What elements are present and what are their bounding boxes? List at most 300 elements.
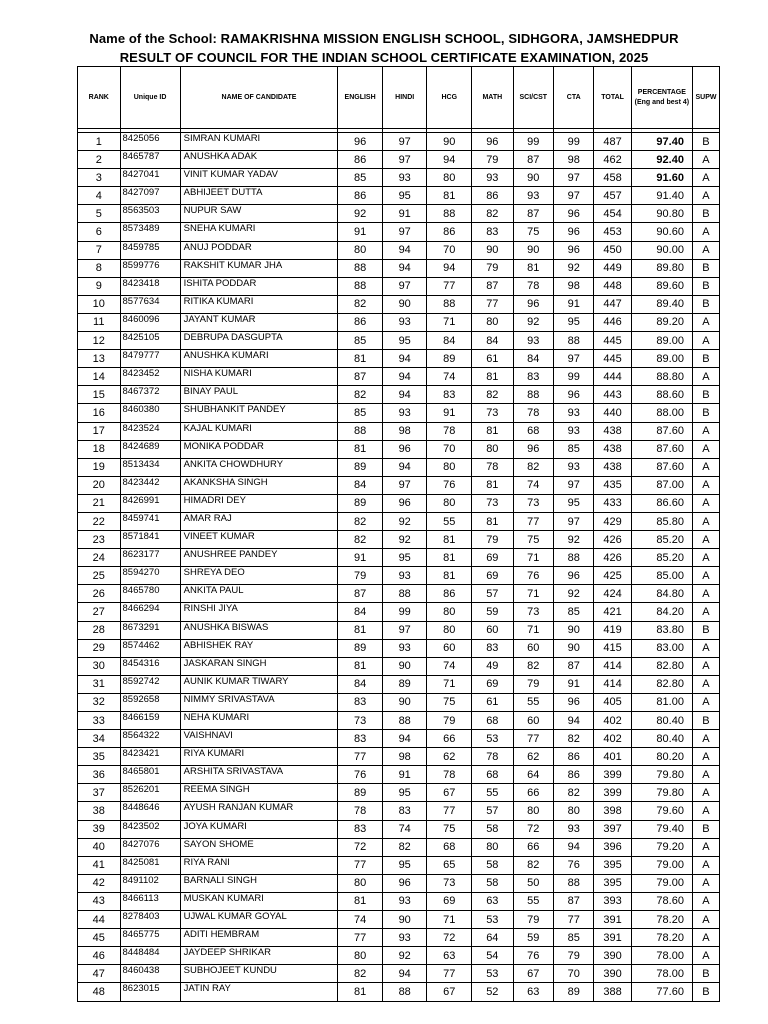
sci-cst-cell: 84 — [513, 350, 553, 368]
column-header-english: ENGLISH — [338, 67, 383, 129]
cta-cell: 86 — [554, 748, 594, 766]
percentage-cell: 80.40 — [631, 712, 692, 730]
percentage-cell: 79.60 — [631, 802, 692, 820]
candidate-name-cell: MONIKA PODDAR — [180, 440, 338, 458]
english-cell: 89 — [338, 458, 383, 476]
math-cell: 54 — [472, 947, 513, 965]
hcg-cell: 88 — [427, 295, 472, 313]
english-cell: 88 — [338, 422, 383, 440]
supw-cell: A — [692, 929, 719, 947]
sci-cst-cell: 74 — [513, 476, 553, 494]
table-row — [78, 531, 720, 549]
english-cell: 81 — [338, 657, 383, 675]
hcg-cell: 81 — [427, 187, 472, 205]
hindi-cell: 92 — [382, 512, 427, 530]
sci-cst-cell: 78 — [513, 277, 553, 295]
hcg-cell: 55 — [427, 512, 472, 530]
unique-id-cell: 8599776 — [120, 259, 180, 277]
candidate-name-cell: SNEHA KUMARI — [180, 223, 338, 241]
percentage-cell: 77.60 — [631, 983, 692, 1001]
table-row — [78, 259, 720, 277]
english-cell: 83 — [338, 693, 383, 711]
hindi-cell: 98 — [382, 748, 427, 766]
english-cell: 81 — [338, 983, 383, 1001]
supw-cell: A — [692, 494, 719, 512]
percentage-cell: 89.40 — [631, 295, 692, 313]
candidate-name-cell: NISHA KUMARI — [180, 368, 338, 386]
rank-cell: 43 — [78, 892, 121, 910]
rank-cell: 47 — [78, 965, 121, 983]
hcg-cell: 83 — [427, 386, 472, 404]
cta-cell: 99 — [554, 133, 594, 151]
cta-cell: 93 — [554, 820, 594, 838]
hcg-cell: 74 — [427, 657, 472, 675]
table-row — [78, 603, 720, 621]
table-row — [78, 404, 720, 422]
rank-cell: 37 — [78, 784, 121, 802]
candidate-name-cell: VINIT KUMAR YADAV — [180, 169, 338, 187]
hindi-cell: 83 — [382, 802, 427, 820]
percentage-cell: 79.00 — [631, 874, 692, 892]
total-cell: 438 — [594, 458, 631, 476]
sci-cst-cell: 67 — [513, 965, 553, 983]
percentage-cell: 91.60 — [631, 169, 692, 187]
total-cell: 429 — [594, 512, 631, 530]
rank-cell: 10 — [78, 295, 121, 313]
math-cell: 81 — [472, 512, 513, 530]
table-row — [78, 639, 720, 657]
hcg-cell: 94 — [427, 259, 472, 277]
table-row — [78, 476, 720, 494]
candidate-name-cell: RIYA KUMARI — [180, 748, 338, 766]
rank-cell: 4 — [78, 187, 121, 205]
cta-cell: 96 — [554, 223, 594, 241]
hcg-cell: 88 — [427, 205, 472, 223]
math-cell: 49 — [472, 657, 513, 675]
hcg-cell: 63 — [427, 947, 472, 965]
sci-cst-cell: 73 — [513, 494, 553, 512]
hcg-cell: 80 — [427, 494, 472, 512]
hcg-cell: 75 — [427, 820, 472, 838]
percentage-cell: 80.40 — [631, 730, 692, 748]
math-cell: 80 — [472, 313, 513, 331]
candidate-name-cell: NIMMY SRIVASTAVA — [180, 693, 338, 711]
cta-cell: 99 — [554, 368, 594, 386]
unique-id-cell: 8427097 — [120, 187, 180, 205]
candidate-name-cell: REEMA SINGH — [180, 784, 338, 802]
hcg-cell: 67 — [427, 983, 472, 1001]
cta-cell: 90 — [554, 639, 594, 657]
table-row — [78, 549, 720, 567]
sci-cst-cell: 55 — [513, 892, 553, 910]
math-cell: 55 — [472, 784, 513, 802]
candidate-name-cell: NEHA KUMARI — [180, 712, 338, 730]
table-row — [78, 657, 720, 675]
sci-cst-cell: 90 — [513, 241, 553, 259]
cta-cell: 96 — [554, 567, 594, 585]
rank-cell: 16 — [78, 404, 121, 422]
unique-id-cell: 8594270 — [120, 567, 180, 585]
math-cell: 73 — [472, 404, 513, 422]
total-cell: 454 — [594, 205, 631, 223]
table-row — [78, 730, 720, 748]
total-cell: 457 — [594, 187, 631, 205]
cta-cell: 98 — [554, 277, 594, 295]
candidate-name-cell: JATIN RAY — [180, 983, 338, 1001]
math-cell: 52 — [472, 983, 513, 1001]
total-cell: 438 — [594, 440, 631, 458]
candidate-name-cell: ADITI HEMBRAM — [180, 929, 338, 947]
english-cell: 89 — [338, 494, 383, 512]
unique-id-cell: 8459785 — [120, 241, 180, 259]
candidate-name-cell: ABHIJEET DUTTA — [180, 187, 338, 205]
cta-cell: 77 — [554, 911, 594, 929]
rank-cell: 41 — [78, 856, 121, 874]
hindi-cell: 95 — [382, 332, 427, 350]
cta-cell: 80 — [554, 802, 594, 820]
hcg-cell: 79 — [427, 712, 472, 730]
unique-id-cell: 8571841 — [120, 531, 180, 549]
sci-cst-cell: 79 — [513, 675, 553, 693]
hindi-cell: 94 — [382, 368, 427, 386]
candidate-name-cell: ANUJ PODDAR — [180, 241, 338, 259]
hindi-cell: 93 — [382, 892, 427, 910]
candidate-name-cell: ANUSHREE PANDEY — [180, 549, 338, 567]
table-row — [78, 911, 720, 929]
total-cell: 458 — [594, 169, 631, 187]
supw-cell: B — [692, 965, 719, 983]
percentage-cell: 78.00 — [631, 947, 692, 965]
supw-cell: B — [692, 712, 719, 730]
total-cell: 426 — [594, 549, 631, 567]
percentage-cell: 85.00 — [631, 567, 692, 585]
cta-cell: 87 — [554, 892, 594, 910]
cta-cell: 88 — [554, 874, 594, 892]
table-row — [78, 277, 720, 295]
english-cell: 84 — [338, 603, 383, 621]
english-cell: 85 — [338, 332, 383, 350]
result-title-heading: RESULT OF COUNCIL FOR THE INDIAN SCHOOL CERTIFICATE EXAMINATION, 2025 — [119, 50, 649, 65]
cta-cell: 82 — [554, 730, 594, 748]
sci-cst-cell: 77 — [513, 730, 553, 748]
candidate-name-cell: ANUSHKA ADAK — [180, 151, 338, 169]
rank-cell: 5 — [78, 205, 121, 223]
total-cell: 390 — [594, 947, 631, 965]
math-cell: 83 — [472, 639, 513, 657]
total-cell: 397 — [594, 820, 631, 838]
table-row — [78, 205, 720, 223]
hcg-cell: 91 — [427, 404, 472, 422]
hcg-cell: 81 — [427, 567, 472, 585]
supw-cell: B — [692, 386, 719, 404]
total-cell: 453 — [594, 223, 631, 241]
supw-cell: B — [692, 350, 719, 368]
math-cell: 78 — [472, 458, 513, 476]
rank-cell: 32 — [78, 693, 121, 711]
table-row — [78, 422, 720, 440]
hcg-cell: 90 — [427, 133, 472, 151]
candidate-name-cell: HIMADRI DEY — [180, 494, 338, 512]
sci-cst-cell: 88 — [513, 386, 553, 404]
rank-cell: 26 — [78, 585, 121, 603]
math-cell: 82 — [472, 386, 513, 404]
rank-cell: 25 — [78, 567, 121, 585]
hindi-cell: 97 — [382, 151, 427, 169]
candidate-name-cell: SIMRAN KUMARI — [180, 133, 338, 151]
percentage-cell: 79.20 — [631, 838, 692, 856]
english-cell: 79 — [338, 567, 383, 585]
candidate-name-cell: AKANKSHA SINGH — [180, 476, 338, 494]
hcg-cell: 70 — [427, 241, 472, 259]
unique-id-cell: 8673291 — [120, 621, 180, 639]
english-cell: 92 — [338, 205, 383, 223]
unique-id-cell: 8623177 — [120, 549, 180, 567]
rank-cell: 23 — [78, 531, 121, 549]
supw-cell: A — [692, 332, 719, 350]
cta-cell: 92 — [554, 259, 594, 277]
math-cell: 96 — [472, 133, 513, 151]
total-cell: 446 — [594, 313, 631, 331]
candidate-name-cell: JAYANT KUMAR — [180, 313, 338, 331]
cta-cell: 88 — [554, 549, 594, 567]
sci-cst-cell: 81 — [513, 259, 553, 277]
hcg-cell: 71 — [427, 675, 472, 693]
total-cell: 388 — [594, 983, 631, 1001]
rank-cell: 31 — [78, 675, 121, 693]
supw-cell: B — [692, 621, 719, 639]
hindi-cell: 88 — [382, 585, 427, 603]
hcg-cell: 86 — [427, 223, 472, 241]
table-row — [78, 983, 720, 1001]
percentage-cell: 85.20 — [631, 531, 692, 549]
rank-cell: 21 — [78, 494, 121, 512]
total-cell: 396 — [594, 838, 631, 856]
hindi-cell: 97 — [382, 133, 427, 151]
unique-id-cell: 8424689 — [120, 440, 180, 458]
english-cell: 80 — [338, 241, 383, 259]
column-header-name: NAME OF CANDIDATE — [180, 67, 338, 129]
math-cell: 60 — [472, 621, 513, 639]
total-cell: 398 — [594, 802, 631, 820]
total-cell: 426 — [594, 531, 631, 549]
cta-cell: 98 — [554, 151, 594, 169]
math-cell: 58 — [472, 874, 513, 892]
hindi-cell: 96 — [382, 494, 427, 512]
sci-cst-cell: 59 — [513, 929, 553, 947]
unique-id-cell: 8423452 — [120, 368, 180, 386]
english-cell: 81 — [338, 350, 383, 368]
english-cell: 86 — [338, 187, 383, 205]
percentage-cell: 88.00 — [631, 404, 692, 422]
rank-cell: 11 — [78, 313, 121, 331]
percentage-cell: 88.60 — [631, 386, 692, 404]
hcg-cell: 84 — [427, 332, 472, 350]
unique-id-cell: 8479777 — [120, 350, 180, 368]
english-cell: 88 — [338, 277, 383, 295]
sci-cst-cell: 75 — [513, 531, 553, 549]
percentage-cell: 78.60 — [631, 892, 692, 910]
math-cell: 61 — [472, 693, 513, 711]
percentage-cell: 87.60 — [631, 422, 692, 440]
hindi-cell: 94 — [382, 730, 427, 748]
cta-cell: 97 — [554, 350, 594, 368]
percentage-cell: 84.20 — [631, 603, 692, 621]
hindi-cell: 94 — [382, 259, 427, 277]
sci-cst-cell: 71 — [513, 621, 553, 639]
total-cell: 445 — [594, 350, 631, 368]
hindi-cell: 94 — [382, 458, 427, 476]
supw-cell: A — [692, 730, 719, 748]
cta-cell: 90 — [554, 621, 594, 639]
unique-id-cell: 8423421 — [120, 748, 180, 766]
math-cell: 68 — [472, 712, 513, 730]
english-cell: 72 — [338, 838, 383, 856]
hindi-cell: 95 — [382, 784, 427, 802]
percentage-cell: 89.60 — [631, 277, 692, 295]
total-cell: 438 — [594, 422, 631, 440]
percentage-cell: 87.60 — [631, 440, 692, 458]
sci-cst-cell: 50 — [513, 874, 553, 892]
sci-cst-cell: 55 — [513, 693, 553, 711]
rank-cell: 35 — [78, 748, 121, 766]
unique-id-cell: 8623015 — [120, 983, 180, 1001]
cta-cell: 82 — [554, 784, 594, 802]
hindi-cell: 82 — [382, 838, 427, 856]
percentage-cell: 88.80 — [631, 368, 692, 386]
english-cell: 85 — [338, 169, 383, 187]
math-cell: 53 — [472, 730, 513, 748]
column-header-hcg: HCG — [427, 67, 472, 129]
candidate-name-cell: RITIKA KUMARI — [180, 295, 338, 313]
column-header-total: TOTAL — [594, 67, 631, 129]
rank-cell: 39 — [78, 820, 121, 838]
total-cell: 448 — [594, 277, 631, 295]
hindi-cell: 97 — [382, 621, 427, 639]
hindi-cell: 96 — [382, 440, 427, 458]
cta-cell: 85 — [554, 603, 594, 621]
supw-cell: A — [692, 368, 719, 386]
percentage-cell: 78.20 — [631, 929, 692, 947]
table-header-row — [78, 67, 720, 129]
hcg-cell: 71 — [427, 911, 472, 929]
rank-cell: 29 — [78, 639, 121, 657]
candidate-name-cell: SUBHOJEET KUNDU — [180, 965, 338, 983]
supw-cell: B — [692, 820, 719, 838]
table-row — [78, 169, 720, 187]
supw-cell: A — [692, 693, 719, 711]
english-cell: 87 — [338, 585, 383, 603]
supw-cell: A — [692, 748, 719, 766]
supw-cell: A — [692, 476, 719, 494]
hindi-cell: 90 — [382, 657, 427, 675]
total-cell: 399 — [594, 784, 631, 802]
hcg-cell: 69 — [427, 892, 472, 910]
sci-cst-cell: 99 — [513, 133, 553, 151]
math-cell: 81 — [472, 368, 513, 386]
hindi-cell: 95 — [382, 187, 427, 205]
math-cell: 61 — [472, 350, 513, 368]
english-cell: 82 — [338, 531, 383, 549]
table-row — [78, 187, 720, 205]
unique-id-cell: 8465801 — [120, 766, 180, 784]
sci-cst-cell: 83 — [513, 368, 553, 386]
hindi-cell: 92 — [382, 947, 427, 965]
english-cell: 82 — [338, 965, 383, 983]
percentage-cell: 84.80 — [631, 585, 692, 603]
sci-cst-cell: 90 — [513, 169, 553, 187]
math-cell: 59 — [472, 603, 513, 621]
english-cell: 81 — [338, 892, 383, 910]
percentage-cell: 78.20 — [631, 911, 692, 929]
supw-cell: B — [692, 983, 719, 1001]
total-cell: 393 — [594, 892, 631, 910]
sci-cst-cell: 63 — [513, 983, 553, 1001]
rank-cell: 1 — [78, 133, 121, 151]
total-cell: 462 — [594, 151, 631, 169]
hindi-cell: 93 — [382, 404, 427, 422]
cta-cell: 96 — [554, 386, 594, 404]
unique-id-cell: 8427076 — [120, 838, 180, 856]
column-header-rank: RANK — [78, 67, 121, 129]
math-cell: 69 — [472, 675, 513, 693]
unique-id-cell: 8460438 — [120, 965, 180, 983]
english-cell: 83 — [338, 730, 383, 748]
rank-cell: 6 — [78, 223, 121, 241]
sci-cst-cell: 68 — [513, 422, 553, 440]
rank-cell: 34 — [78, 730, 121, 748]
table-row — [78, 947, 720, 965]
unique-id-cell: 8423442 — [120, 476, 180, 494]
english-cell: 76 — [338, 766, 383, 784]
english-cell: 82 — [338, 386, 383, 404]
table-row — [78, 802, 720, 820]
table-row — [78, 368, 720, 386]
table-row — [78, 458, 720, 476]
hcg-cell: 68 — [427, 838, 472, 856]
math-cell: 63 — [472, 892, 513, 910]
percentage-cell: 87.60 — [631, 458, 692, 476]
english-cell: 86 — [338, 313, 383, 331]
hindi-cell: 94 — [382, 965, 427, 983]
candidate-name-cell: JAYDEEP SHRIKAR — [180, 947, 338, 965]
cta-cell: 86 — [554, 766, 594, 784]
hcg-cell: 76 — [427, 476, 472, 494]
supw-cell: A — [692, 440, 719, 458]
total-cell: 395 — [594, 874, 631, 892]
sci-cst-cell: 60 — [513, 712, 553, 730]
candidate-name-cell: AMAR RAJ — [180, 512, 338, 530]
hindi-cell: 88 — [382, 983, 427, 1001]
candidate-name-cell: ANKITA PAUL — [180, 585, 338, 603]
cta-cell: 96 — [554, 241, 594, 259]
table-row — [78, 856, 720, 874]
total-cell: 425 — [594, 567, 631, 585]
math-cell: 90 — [472, 241, 513, 259]
math-cell: 53 — [472, 911, 513, 929]
candidate-name-cell: ISHITA PODDAR — [180, 277, 338, 295]
unique-id-cell: 8425105 — [120, 332, 180, 350]
percentage-cell: 90.80 — [631, 205, 692, 223]
candidate-name-cell: ANKITA CHOWDHURY — [180, 458, 338, 476]
table-row — [78, 133, 720, 151]
table-row — [78, 223, 720, 241]
candidate-name-cell: ABHISHEK RAY — [180, 639, 338, 657]
unique-id-cell: 8574462 — [120, 639, 180, 657]
table-row — [78, 892, 720, 910]
unique-id-cell: 8460380 — [120, 404, 180, 422]
table-row — [78, 784, 720, 802]
total-cell: 450 — [594, 241, 631, 259]
